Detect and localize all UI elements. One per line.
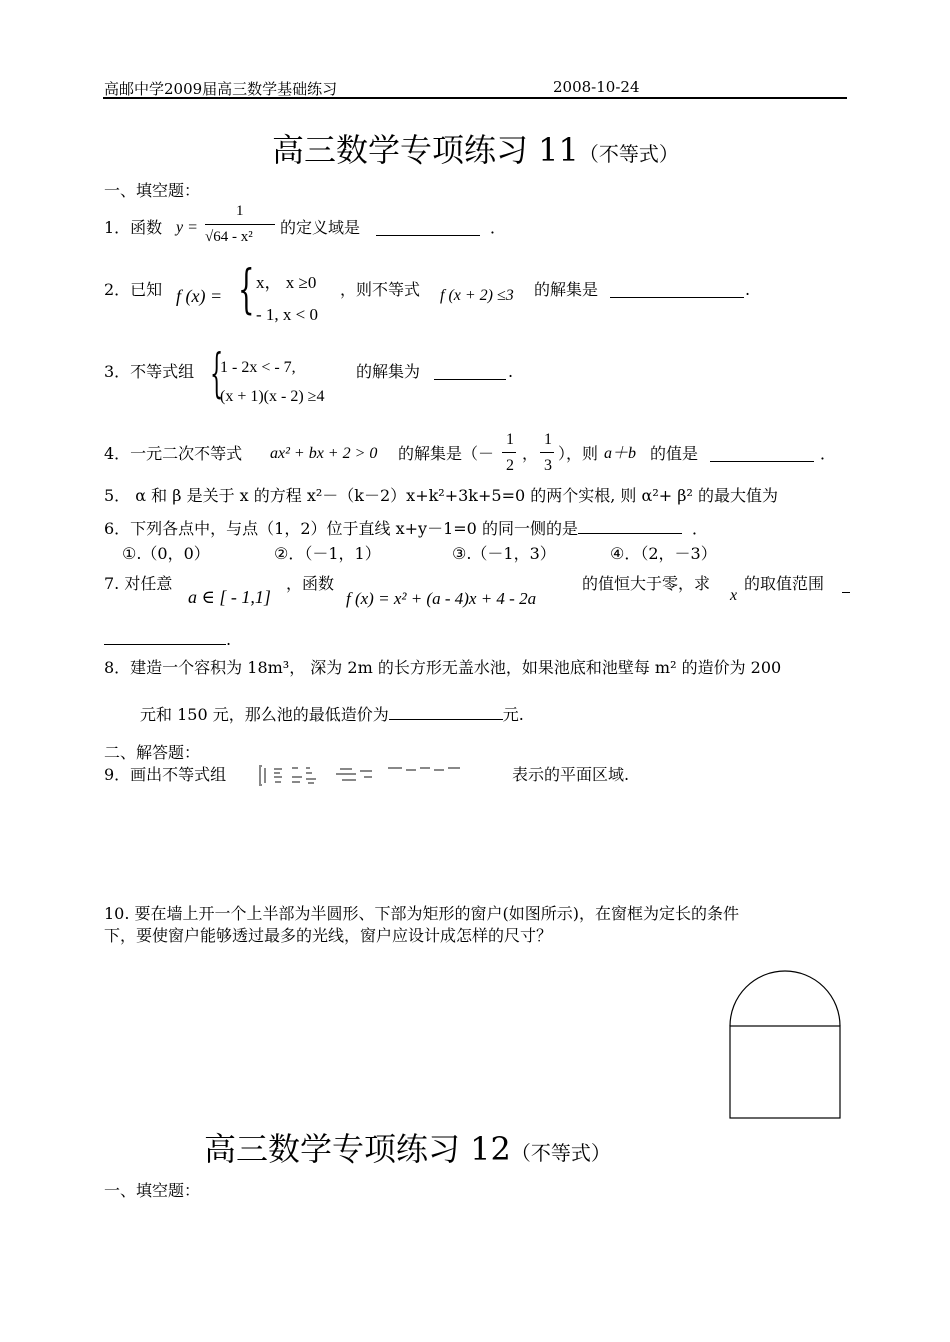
q7-end: . [226, 630, 232, 649]
q8-text: 元和 150 元，那么池的最低造价为 [140, 705, 389, 724]
q4-f1-num: 1 [506, 431, 514, 448]
q4-f2-bar [540, 452, 554, 453]
q6-end: ． [691, 519, 708, 538]
q2-end: . [745, 280, 751, 299]
q1-frac-num: 1 [236, 203, 244, 219]
q2-case1: x， x ≥0 [256, 273, 317, 292]
q3-line2: (x + 1)(x - 2) ≥4 [220, 388, 325, 405]
q1-prefix: 1．函数 [104, 218, 163, 237]
question-5: 5． α 和 β 是关于 x 的方程 x²－（k－2）x+k²+3k+5=0 的两个实根, 则 α²+ β² 的最大值为 [104, 486, 778, 505]
q4-f2-num: 1 [544, 431, 552, 448]
q6-text: 6．下列各点中，与点（1，2）位于直线 x+y－1=0 的同一侧的是 [104, 519, 578, 538]
question-8-line2 [140, 704, 524, 723]
q6-option-3[interactable]: ③.（－1，3） [452, 544, 556, 563]
q9-inequality-image [256, 763, 508, 789]
q7-func: f (x) = x² + (a - 4)x + 4 - 2a [346, 589, 537, 608]
q4-end: ． [820, 444, 837, 463]
q2-prefix: 2．已知 [104, 280, 163, 299]
q1-frac-den: √64 - x² [205, 229, 253, 245]
q2-mid: ，则不等式 [340, 280, 421, 299]
header-left: 高邮中学2009届高三数学基础练习 [104, 80, 338, 98]
q9-text: 表示的平面区域. [512, 765, 630, 784]
q3-brace: { [210, 344, 224, 404]
q4-answer-blank[interactable] [710, 444, 814, 462]
q4-expr: ax² + bx + 2 > 0 [270, 445, 378, 462]
q8-answer-blank[interactable] [389, 704, 503, 720]
q2-answer-blank[interactable] [610, 280, 744, 298]
q4-prefix: 4．一元二次不等式 [104, 444, 243, 463]
q4-comma: ， [522, 444, 539, 463]
q3-prefix: 3．不等式组 [104, 362, 195, 381]
section-fill-blank-2: 一、填空题： [104, 1181, 201, 1200]
q2-lhs: f (x) = [176, 286, 223, 306]
question-10-line2: 下，要使窗户能够透过最多的光线，窗户应设计成怎样的尺寸？ [104, 926, 553, 945]
q1-answer-blank[interactable] [376, 218, 480, 236]
q1-end: ． [490, 218, 507, 237]
q2-brace: { [238, 260, 255, 320]
q9-prefix: 9．画出不等式组 [104, 765, 227, 784]
q7-text: 的值恒大于零，求 [582, 574, 711, 593]
q8-end: 元. [502, 705, 524, 724]
question-10-line1: 10. 要在墙上开一个上半部为半圆形、下部为矩形的窗户(如图所示)，在窗框为定长的条件 [104, 904, 740, 923]
title-12-sub: （不等式） [510, 1141, 611, 1165]
q7-text2: 的取值范围 [744, 574, 825, 593]
q7-cond: a ∈ [ - 1,1] [188, 587, 271, 607]
question-8-line1: 8．建造一个容积为 18m³， 深为 2m 的长方形无盖水池，如果池底和池壁每 m² 的造价为 200 [104, 658, 782, 677]
q7-answer-blank[interactable] [104, 630, 226, 645]
title-11-sub: （不等式） [578, 142, 679, 166]
header-date: 2008-10-24 [553, 78, 640, 96]
q6-option-2[interactable]: ②．（－1，1） [274, 544, 381, 563]
title-11-main: 高三数学专项练习 11 [272, 131, 579, 169]
q3-end: . [508, 362, 514, 381]
q2-ineq: f (x + 2) ≤3 [440, 287, 514, 304]
q7-var: x [730, 587, 738, 604]
section-answer: 二、解答题： [104, 743, 201, 762]
q1-frac-bar [205, 224, 275, 225]
question-7 [104, 572, 850, 612]
window-diagram [726, 964, 844, 1122]
q6-answer-blank[interactable] [578, 518, 682, 534]
q7-continuation [104, 630, 231, 648]
window-semicircle [730, 971, 840, 1026]
question-6 [104, 518, 708, 537]
q4-text-d: 的值是 [650, 444, 699, 463]
title-12-main: 高三数学专项练习 12 [204, 1130, 511, 1168]
section-fill-blank: 一、填空题： [104, 181, 201, 200]
q1-text: 的定义域是 [280, 218, 361, 237]
q3-answer-blank[interactable] [434, 362, 506, 380]
header-rule [103, 97, 847, 99]
q7-answer-blank-start[interactable] [842, 576, 850, 593]
q4-ab: a＋b [604, 445, 637, 462]
q1-lhs: y = [176, 219, 198, 236]
q6-option-1[interactable]: ①.（0，0） [122, 544, 210, 563]
title-11 [272, 125, 679, 171]
title-12 [204, 1124, 611, 1170]
q3-line1: 1 - 2x < - 7, [220, 359, 296, 376]
q4-f1-den: 2 [506, 457, 514, 474]
q3-text: 的解集为 [356, 362, 421, 381]
q2-case2: - 1, x < 0 [256, 305, 318, 324]
q4-text-c: ），则 [558, 444, 599, 463]
q4-text-b: 的解集是（－ [398, 444, 495, 463]
window-rectangle [730, 1026, 840, 1118]
q7-mid: ，函数 [286, 574, 335, 593]
q6-option-4[interactable]: ④．（2，－3） [610, 544, 717, 563]
q4-f1-bar [502, 452, 516, 453]
q4-f2-den: 3 [544, 457, 552, 474]
q7-prefix: 7. 对任意 [104, 574, 173, 593]
q2-text: 的解集是 [534, 280, 599, 299]
